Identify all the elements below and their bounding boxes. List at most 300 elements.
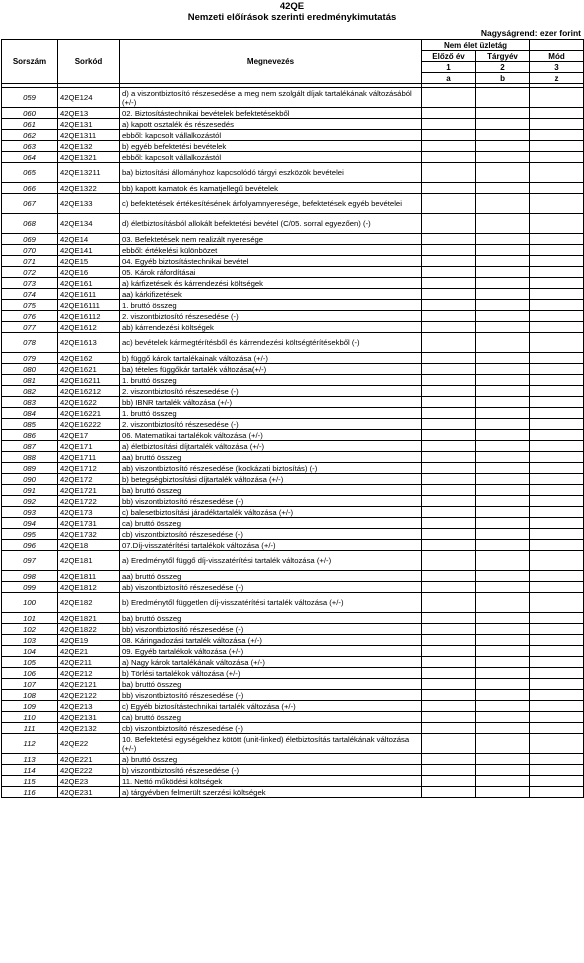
row-name-cell: a) kapott osztalék és részesedés	[120, 119, 422, 130]
value-prev-cell[interactable]	[422, 419, 476, 430]
value-prev-cell[interactable]	[422, 300, 476, 311]
row-serial-cell: 112	[2, 734, 58, 754]
value-mod-cell[interactable]	[530, 441, 584, 452]
row-serial-cell: 071	[2, 256, 58, 267]
table-row	[2, 776, 584, 787]
row-serial-cell: 089	[2, 463, 58, 474]
value-mod-cell[interactable]	[530, 551, 584, 571]
value-curr-cell[interactable]	[476, 408, 530, 419]
value-prev-cell[interactable]	[422, 234, 476, 245]
value-mod-cell[interactable]	[530, 712, 584, 723]
value-curr-cell[interactable]	[476, 163, 530, 183]
value-prev-cell[interactable]	[422, 452, 476, 463]
value-mod-cell[interactable]	[530, 679, 584, 690]
value-prev-cell[interactable]	[422, 108, 476, 119]
value-prev-cell[interactable]	[422, 278, 476, 289]
row-name-cell: a) tárgyévben felmerült szerzési költségek	[120, 787, 422, 798]
col-letter-z: z	[530, 73, 584, 84]
value-mod-cell[interactable]	[530, 419, 584, 430]
row-name-cell: b) függő károk tartalékainak változása (+/-)	[120, 353, 422, 364]
value-curr-cell[interactable]	[476, 300, 530, 311]
row-name-cell: a) bruttó összeg	[120, 754, 422, 765]
row-code-cell: 42QE2122	[58, 690, 120, 701]
row-serial-cell: 086	[2, 430, 58, 441]
value-mod-cell[interactable]	[530, 141, 584, 152]
value-prev-cell[interactable]	[422, 88, 476, 108]
value-mod-cell[interactable]	[530, 214, 584, 234]
value-prev-cell[interactable]	[422, 408, 476, 419]
row-name-cell: ab) kárrendezési költségek	[120, 322, 422, 333]
value-mod-cell[interactable]	[530, 183, 584, 194]
table-row	[2, 582, 584, 593]
row-name-cell: 10. Befektetési egységekhez kötött (unit-linked) életbiztosítás tartalékának változása (+/-)	[120, 734, 422, 754]
table-row	[2, 130, 584, 141]
value-prev-cell[interactable]	[422, 540, 476, 551]
row-name-cell: 2. viszontbiztosító részesedése (-)	[120, 386, 422, 397]
col-curr-header: Tárgyév	[476, 51, 530, 62]
table-row	[2, 141, 584, 152]
table-row	[2, 540, 584, 551]
table-row	[2, 441, 584, 452]
row-code-cell: 42QE23	[58, 776, 120, 787]
row-code-cell: 42QE2131	[58, 712, 120, 723]
value-prev-cell[interactable]	[422, 668, 476, 679]
row-name-cell: c) befektetések értékesítésének árfolyamnyeresége, befektetések egyéb bevételei	[120, 194, 422, 214]
row-serial-cell: 109	[2, 701, 58, 712]
value-mod-cell[interactable]	[530, 507, 584, 518]
value-mod-cell[interactable]	[530, 668, 584, 679]
value-prev-cell[interactable]	[422, 386, 476, 397]
table-row	[2, 701, 584, 712]
value-prev-cell[interactable]	[422, 723, 476, 734]
value-mod-cell[interactable]	[530, 430, 584, 441]
value-prev-cell[interactable]	[422, 256, 476, 267]
value-mod-cell[interactable]	[530, 386, 584, 397]
value-prev-cell[interactable]	[422, 754, 476, 765]
row-name-cell: cb) viszontbiztosító részesedése (-)	[120, 723, 422, 734]
value-prev-cell[interactable]	[422, 571, 476, 582]
table-row	[2, 507, 584, 518]
value-prev-cell[interactable]	[422, 214, 476, 234]
row-name-cell: bb) IBNR tartalék változása (+/-)	[120, 397, 422, 408]
row-serial-cell: 084	[2, 408, 58, 419]
value-curr-cell[interactable]	[476, 419, 530, 430]
value-prev-cell[interactable]	[422, 375, 476, 386]
row-serial-cell: 069	[2, 234, 58, 245]
row-code-cell: 42QE13211	[58, 163, 120, 183]
value-mod-cell[interactable]	[530, 485, 584, 496]
table-row	[2, 183, 584, 194]
value-mod-cell[interactable]	[530, 540, 584, 551]
value-prev-cell[interactable]	[422, 333, 476, 353]
table-row	[2, 593, 584, 613]
table-row	[2, 485, 584, 496]
value-curr-cell[interactable]	[476, 582, 530, 593]
value-prev-cell[interactable]	[422, 289, 476, 300]
value-prev-cell[interactable]	[422, 712, 476, 723]
value-curr-cell[interactable]	[476, 529, 530, 540]
value-mod-cell[interactable]	[530, 234, 584, 245]
row-code-cell: 42QE13	[58, 108, 120, 119]
row-serial-cell: 100	[2, 593, 58, 613]
value-prev-cell[interactable]	[422, 194, 476, 214]
row-name-cell: 06. Matematikai tartalékok változása (+/-)	[120, 430, 422, 441]
value-curr-cell[interactable]	[476, 245, 530, 256]
value-curr-cell[interactable]	[476, 485, 530, 496]
value-mod-cell[interactable]	[530, 635, 584, 646]
value-mod-cell[interactable]	[530, 278, 584, 289]
value-mod-cell[interactable]	[530, 657, 584, 668]
value-mod-cell[interactable]	[530, 119, 584, 130]
value-curr-cell[interactable]	[476, 593, 530, 613]
value-mod-cell[interactable]	[530, 582, 584, 593]
value-curr-cell[interactable]	[476, 141, 530, 152]
value-prev-cell[interactable]	[422, 518, 476, 529]
value-curr-cell[interactable]	[476, 613, 530, 624]
value-mod-cell[interactable]	[530, 322, 584, 333]
row-serial-cell: 061	[2, 119, 58, 130]
value-prev-cell[interactable]	[422, 311, 476, 322]
col-number-2: 2	[476, 62, 530, 73]
row-code-cell: 42QE212	[58, 668, 120, 679]
row-code-cell: 42QE17	[58, 430, 120, 441]
value-mod-cell[interactable]	[530, 529, 584, 540]
table-row	[2, 375, 584, 386]
value-prev-cell[interactable]	[422, 152, 476, 163]
row-serial-cell: 065	[2, 163, 58, 183]
value-curr-cell[interactable]	[476, 311, 530, 322]
row-name-cell: a) Nagy károk tartalékának változása (+/-)	[120, 657, 422, 668]
row-serial-cell: 099	[2, 582, 58, 593]
table-row	[2, 679, 584, 690]
row-serial-cell: 090	[2, 474, 58, 485]
row-name-cell: 05. Károk ráfordításai	[120, 267, 422, 278]
row-code-cell: 42QE1721	[58, 485, 120, 496]
value-prev-cell[interactable]	[422, 245, 476, 256]
value-curr-cell[interactable]	[476, 723, 530, 734]
value-mod-cell[interactable]	[530, 194, 584, 214]
value-mod-cell[interactable]	[530, 571, 584, 582]
value-prev-cell[interactable]	[422, 463, 476, 474]
table-row	[2, 353, 584, 364]
value-curr-cell[interactable]	[476, 571, 530, 582]
value-mod-cell[interactable]	[530, 88, 584, 108]
value-mod-cell[interactable]	[530, 245, 584, 256]
value-prev-cell[interactable]	[422, 701, 476, 712]
value-curr-cell[interactable]	[476, 322, 530, 333]
value-prev-cell[interactable]	[422, 582, 476, 593]
table-row	[2, 267, 584, 278]
value-curr-cell[interactable]	[476, 119, 530, 130]
value-mod-cell[interactable]	[530, 108, 584, 119]
value-curr-cell[interactable]	[476, 441, 530, 452]
table-row	[2, 754, 584, 765]
value-curr-cell[interactable]	[476, 214, 530, 234]
value-curr-cell[interactable]	[476, 765, 530, 776]
row-name-cell: d) életbiztosításból allokált befektetési bevétel (C/05. sorral egyezően) (-)	[120, 214, 422, 234]
value-mod-cell[interactable]	[530, 701, 584, 712]
unit-label: Nagyságrend: ezer forint	[480, 28, 581, 38]
row-code-cell: 42QE131	[58, 119, 120, 130]
value-curr-cell[interactable]	[476, 88, 530, 108]
value-prev-cell[interactable]	[422, 734, 476, 754]
table-row	[2, 571, 584, 582]
row-code-cell: 42QE222	[58, 765, 120, 776]
value-curr-cell[interactable]	[476, 333, 530, 353]
value-mod-cell[interactable]	[530, 300, 584, 311]
table-row	[2, 529, 584, 540]
row-serial-cell: 077	[2, 322, 58, 333]
col-number-3: 3	[530, 62, 584, 73]
value-prev-cell[interactable]	[422, 690, 476, 701]
value-mod-cell[interactable]	[530, 787, 584, 798]
value-curr-cell[interactable]	[476, 734, 530, 754]
value-prev-cell[interactable]	[422, 141, 476, 152]
row-code-cell: 42QE16211	[58, 375, 120, 386]
row-code-cell: 42QE15	[58, 256, 120, 267]
value-prev-cell[interactable]	[422, 635, 476, 646]
row-name-cell: 02. Biztosítástechnikai bevételek befektetésekből	[120, 108, 422, 119]
value-mod-cell[interactable]	[530, 130, 584, 141]
value-curr-cell[interactable]	[476, 452, 530, 463]
value-curr-cell[interactable]	[476, 375, 530, 386]
row-code-cell: 42QE16111	[58, 300, 120, 311]
value-curr-cell[interactable]	[476, 776, 530, 787]
value-mod-cell[interactable]	[530, 353, 584, 364]
value-mod-cell[interactable]	[530, 690, 584, 701]
row-serial-cell: 116	[2, 787, 58, 798]
table-row	[2, 430, 584, 441]
col-rowcode-header: Sorkód	[58, 40, 120, 84]
value-curr-cell[interactable]	[476, 278, 530, 289]
value-curr-cell[interactable]	[476, 690, 530, 701]
value-curr-cell[interactable]	[476, 234, 530, 245]
value-mod-cell[interactable]	[530, 754, 584, 765]
value-curr-cell[interactable]	[476, 289, 530, 300]
value-mod-cell[interactable]	[530, 474, 584, 485]
value-prev-cell[interactable]	[422, 624, 476, 635]
value-mod-cell[interactable]	[530, 624, 584, 635]
row-code-cell: 42QE173	[58, 507, 120, 518]
row-serial-cell: 107	[2, 679, 58, 690]
value-prev-cell[interactable]	[422, 646, 476, 657]
value-curr-cell[interactable]	[476, 518, 530, 529]
value-prev-cell[interactable]	[422, 657, 476, 668]
row-code-cell: 42QE211	[58, 657, 120, 668]
table-header	[2, 40, 584, 88]
value-prev-cell[interactable]	[422, 441, 476, 452]
row-code-cell: 42QE1811	[58, 571, 120, 582]
row-serial-cell: 105	[2, 657, 58, 668]
value-curr-cell[interactable]	[476, 267, 530, 278]
table-row	[2, 419, 584, 430]
row-serial-cell: 106	[2, 668, 58, 679]
value-prev-cell[interactable]	[422, 130, 476, 141]
table-row	[2, 624, 584, 635]
value-mod-cell[interactable]	[530, 723, 584, 734]
value-curr-cell[interactable]	[476, 364, 530, 375]
value-prev-cell[interactable]	[422, 507, 476, 518]
value-curr-cell[interactable]	[476, 551, 530, 571]
row-serial-cell: 082	[2, 386, 58, 397]
value-curr-cell[interactable]	[476, 430, 530, 441]
row-name-cell: ba) bruttó összeg	[120, 613, 422, 624]
row-serial-cell: 088	[2, 452, 58, 463]
value-curr-cell[interactable]	[476, 183, 530, 194]
value-prev-cell[interactable]	[422, 397, 476, 408]
value-curr-cell[interactable]	[476, 540, 530, 551]
value-mod-cell[interactable]	[530, 496, 584, 507]
value-curr-cell[interactable]	[476, 353, 530, 364]
value-curr-cell[interactable]	[476, 679, 530, 690]
row-serial-cell: 102	[2, 624, 58, 635]
row-serial-cell: 081	[2, 375, 58, 386]
value-prev-cell[interactable]	[422, 322, 476, 333]
value-prev-cell[interactable]	[422, 776, 476, 787]
row-code-cell: 42QE1821	[58, 613, 120, 624]
value-mod-cell[interactable]	[530, 256, 584, 267]
value-prev-cell[interactable]	[422, 765, 476, 776]
value-prev-cell[interactable]	[422, 119, 476, 130]
value-mod-cell[interactable]	[530, 408, 584, 419]
row-serial-cell: 063	[2, 141, 58, 152]
row-code-cell: 42QE16221	[58, 408, 120, 419]
col-serial-header: Sorszám	[2, 40, 58, 84]
value-mod-cell[interactable]	[530, 518, 584, 529]
row-name-cell: 2. viszontbiztosító részesedése (-)	[120, 419, 422, 430]
value-curr-cell[interactable]	[476, 787, 530, 798]
row-name-cell: 09. Egyéb tartalékok változása (+/-)	[120, 646, 422, 657]
value-mod-cell[interactable]	[530, 289, 584, 300]
table-row	[2, 194, 584, 214]
value-curr-cell[interactable]	[476, 646, 530, 657]
value-curr-cell[interactable]	[476, 130, 530, 141]
value-curr-cell[interactable]	[476, 668, 530, 679]
row-code-cell: 42QE1311	[58, 130, 120, 141]
value-mod-cell[interactable]	[530, 152, 584, 163]
value-prev-cell[interactable]	[422, 353, 476, 364]
row-serial-cell: 115	[2, 776, 58, 787]
row-code-cell: 42QE1732	[58, 529, 120, 540]
value-mod-cell[interactable]	[530, 333, 584, 353]
value-mod-cell[interactable]	[530, 463, 584, 474]
row-name-cell: ba) tételes függőkár tartalék változása(+/-)	[120, 364, 422, 375]
value-prev-cell[interactable]	[422, 787, 476, 798]
value-prev-cell[interactable]	[422, 679, 476, 690]
row-name-cell: 04. Egyéb biztosítástechnikai bevétel	[120, 256, 422, 267]
value-prev-cell[interactable]	[422, 485, 476, 496]
row-serial-cell: 095	[2, 529, 58, 540]
value-curr-cell[interactable]	[476, 754, 530, 765]
row-code-cell: 42QE1712	[58, 463, 120, 474]
value-mod-cell[interactable]	[530, 163, 584, 183]
value-prev-cell[interactable]	[422, 163, 476, 183]
row-code-cell: 42QE161	[58, 278, 120, 289]
row-serial-cell: 108	[2, 690, 58, 701]
row-code-cell: 42QE16112	[58, 311, 120, 322]
row-code-cell: 42QE19	[58, 635, 120, 646]
row-name-cell: ebből: értékelési különbözet	[120, 245, 422, 256]
row-name-cell: ac) bevételek kármegtérítésből és kárrendezési költségtérítésekből (-)	[120, 333, 422, 353]
row-code-cell: 42QE21	[58, 646, 120, 657]
value-prev-cell[interactable]	[422, 551, 476, 571]
row-code-cell: 42QE1621	[58, 364, 120, 375]
row-serial-cell: 074	[2, 289, 58, 300]
table-row	[2, 668, 584, 679]
row-code-cell: 42QE221	[58, 754, 120, 765]
table-row	[2, 397, 584, 408]
value-mod-cell[interactable]	[530, 765, 584, 776]
row-serial-cell: 097	[2, 551, 58, 571]
row-code-cell: 42QE1711	[58, 452, 120, 463]
value-mod-cell[interactable]	[530, 375, 584, 386]
value-prev-cell[interactable]	[422, 474, 476, 485]
row-serial-cell: 070	[2, 245, 58, 256]
value-mod-cell[interactable]	[530, 646, 584, 657]
table-row	[2, 723, 584, 734]
value-mod-cell[interactable]	[530, 397, 584, 408]
value-mod-cell[interactable]	[530, 267, 584, 278]
value-prev-cell[interactable]	[422, 364, 476, 375]
row-code-cell: 42QE1812	[58, 582, 120, 593]
value-prev-cell[interactable]	[422, 430, 476, 441]
row-code-cell: 42QE141	[58, 245, 120, 256]
value-mod-cell[interactable]	[530, 364, 584, 375]
col-name-header: Megnevezés	[120, 40, 422, 84]
table-row	[2, 386, 584, 397]
value-mod-cell[interactable]	[530, 613, 584, 624]
value-prev-cell[interactable]	[422, 613, 476, 624]
row-serial-cell: 079	[2, 353, 58, 364]
row-serial-cell: 067	[2, 194, 58, 214]
value-curr-cell[interactable]	[476, 256, 530, 267]
value-curr-cell[interactable]	[476, 108, 530, 119]
row-serial-cell: 114	[2, 765, 58, 776]
value-mod-cell[interactable]	[530, 776, 584, 787]
row-code-cell: 42QE1722	[58, 496, 120, 507]
row-code-cell: 42QE132	[58, 141, 120, 152]
value-curr-cell[interactable]	[476, 712, 530, 723]
table-row	[2, 163, 584, 183]
row-serial-cell: 078	[2, 333, 58, 353]
value-prev-cell[interactable]	[422, 183, 476, 194]
value-curr-cell[interactable]	[476, 386, 530, 397]
value-prev-cell[interactable]	[422, 593, 476, 613]
value-mod-cell[interactable]	[530, 311, 584, 322]
value-prev-cell[interactable]	[422, 496, 476, 507]
value-prev-cell[interactable]	[422, 529, 476, 540]
value-prev-cell[interactable]	[422, 267, 476, 278]
value-curr-cell[interactable]	[476, 635, 530, 646]
value-curr-cell[interactable]	[476, 474, 530, 485]
value-curr-cell[interactable]	[476, 397, 530, 408]
value-curr-cell[interactable]	[476, 624, 530, 635]
value-curr-cell[interactable]	[476, 463, 530, 474]
value-curr-cell[interactable]	[476, 496, 530, 507]
value-curr-cell[interactable]	[476, 152, 530, 163]
row-code-cell: 42QE133	[58, 194, 120, 214]
value-curr-cell[interactable]	[476, 194, 530, 214]
value-mod-cell[interactable]	[530, 452, 584, 463]
value-curr-cell[interactable]	[476, 657, 530, 668]
value-curr-cell[interactable]	[476, 701, 530, 712]
value-mod-cell[interactable]	[530, 734, 584, 754]
value-curr-cell[interactable]	[476, 507, 530, 518]
row-name-cell: b) egyéb befektetési bevételek	[120, 141, 422, 152]
value-mod-cell[interactable]	[530, 593, 584, 613]
row-code-cell: 42QE182	[58, 593, 120, 613]
report-title: Nemzeti előírások szerinti eredménykimutatás	[187, 12, 397, 23]
